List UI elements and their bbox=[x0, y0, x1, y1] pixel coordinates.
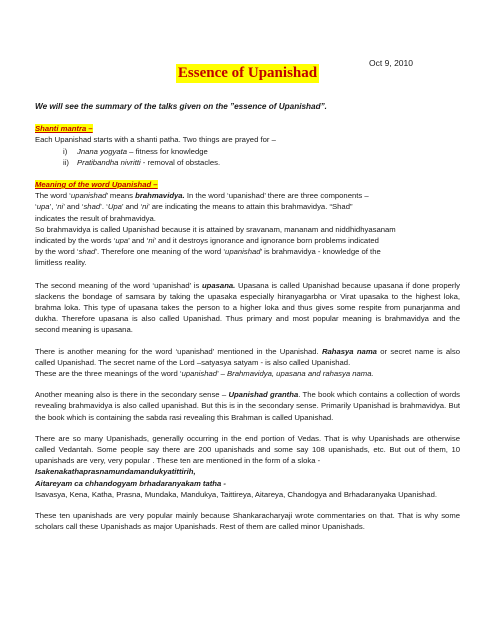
text-run: upasana. bbox=[201, 280, 236, 290]
list-number: i) bbox=[63, 146, 68, 156]
date-label: Oct 9, 2010 bbox=[369, 58, 413, 68]
text-run: ’. ‘ bbox=[100, 202, 108, 212]
second-meaning-paragraph bbox=[35, 280, 460, 336]
text-run: or secret name is also called Upanishad. The secret name of the Lord –satyasya satyam - is also called Upanishad. bbox=[35, 346, 461, 367]
meaning-paragraph-1 bbox=[35, 190, 460, 224]
text-run: by the word ‘ bbox=[35, 247, 79, 257]
text-run: upanishad bbox=[181, 369, 218, 379]
text-run: shad bbox=[83, 202, 101, 212]
meaning-heading-line bbox=[35, 179, 460, 190]
text-run: Another meaning also is there in the secondary sense – bbox=[35, 390, 229, 400]
many-upanishads-paragraph: There are so many Upanishads, generally occurring in the end portion of Vedas. That is why Upanishads are otherwise called Vedantah. Some people say there are 200 upanishads and some say 108 upanishads, etc. But out of them, 10 upanishads are very, very popular . These ten are mentioned in the form of a sloka - bbox=[35, 433, 460, 466]
list-item bbox=[63, 157, 460, 168]
upanishad-list: Isavasya, Kena, Katha, Prasna, Mundaka, Mandukya, Taittireya, Aitareya, Chandogya and Brhadaranyaka Upanishad. bbox=[35, 489, 437, 499]
text-run: ’ are indicating the means to attain this brahmavidya. “Shad” bbox=[148, 202, 353, 212]
text-run: brahmavidya. bbox=[135, 191, 185, 201]
text-run: shad bbox=[78, 247, 96, 257]
text-run: ’ – bbox=[217, 369, 228, 379]
list-text: - removal of obstacles. bbox=[140, 157, 221, 167]
another-meaning-paragraph bbox=[35, 346, 460, 368]
list-term: Jnana yogyata bbox=[77, 146, 128, 156]
shanti-list bbox=[35, 146, 460, 168]
text-run: ’ is brahmavidya - knowledge of the bbox=[260, 247, 381, 257]
text-run: indicates the result of brahmavidya. bbox=[35, 213, 156, 223]
text-run: ’. Therefore one meaning of the word ‘ bbox=[95, 247, 226, 257]
text-run: ‘ bbox=[35, 202, 37, 212]
text-run: ’, ‘ bbox=[49, 202, 58, 212]
list-number: ii) bbox=[63, 157, 69, 167]
text-run: The word ‘ bbox=[35, 191, 71, 201]
text-run: upanishad bbox=[70, 191, 107, 201]
text-run: Rahasya nama bbox=[321, 346, 377, 356]
shanti-intro: Each Upanishad starts with a shanti patha. Two things are prayed for – bbox=[35, 135, 276, 145]
text-run: indicated by the words ‘ bbox=[35, 236, 116, 246]
text-run: ’ and ‘ bbox=[128, 236, 149, 246]
text-run: The second meaning of the word ‘upanishad’ is bbox=[35, 280, 202, 290]
text-run: Isakenakathaprasnamundamandukyatittirih, bbox=[35, 467, 196, 477]
list-text: – fitness for knowledge bbox=[127, 146, 208, 156]
text-run: upanishad bbox=[225, 247, 261, 257]
text-run: ni bbox=[57, 202, 64, 212]
text-run: limitless reality. bbox=[35, 258, 87, 268]
meaning-paragraph-2 bbox=[35, 224, 460, 269]
lead-sentence: We will see the summary of the talks given on the ”essence of Upanishad”. bbox=[35, 102, 327, 111]
text-run: ni bbox=[142, 202, 149, 212]
text-run: Upanishad grantha bbox=[228, 390, 299, 400]
text-run: In the word ‘upanishad’ there are three components – bbox=[184, 191, 369, 201]
ten-upanishads-paragraph: These ten upanishads are very popular mainly because Shankaracharyaji wrote commentaries on that. That is why some scholars call these Upanishads as major Upanishads. Rest of them are called minor Upanishads. bbox=[35, 511, 460, 532]
document-body bbox=[35, 101, 460, 533]
text-run: ni bbox=[148, 236, 155, 246]
text-run: There is another meaning for the word ‘upanishad’ mentioned in the Upanishad. bbox=[35, 346, 322, 356]
text-run: . The book which contains a collection of words revealing brahmavidya is also called upanishad. But this is in the secondary sense. Primarily Upanishad is brahmavidya. But the book which is containing the sabda rasi revealing this Brahman is called Upanishad. bbox=[35, 390, 460, 422]
text-run: ’ and it destroys ignorance and ignorance born problems indicated bbox=[154, 236, 379, 246]
list-item bbox=[63, 146, 460, 157]
text-run: ’ and ‘ bbox=[121, 202, 143, 212]
text-run: So brahmavidya is called Upanishad because it is attained by sravanam, mananam and niddhidhyasanam bbox=[35, 224, 396, 234]
meaning-heading: Meaning of the word Upanishad – bbox=[35, 180, 158, 190]
title-wrap bbox=[0, 64, 495, 83]
shanti-heading-line bbox=[35, 123, 460, 134]
text-run: Brahmavidya, upasana and rahasya nama. bbox=[227, 369, 374, 379]
text-run: upa bbox=[36, 202, 50, 212]
text-run: These are the three meanings of the word ‘ bbox=[35, 369, 182, 379]
text-run: Upa bbox=[107, 202, 122, 212]
sloka-line-1 bbox=[35, 466, 460, 477]
text-run: Upasana is called Upanishad because upasana if done properly slackens the bondage of samsara by taking the upasaka especially hiranyagarbha or Virat upasaka to the highest loka, brahma loka. This type of upasana takes the person to a higher loka and thus gives some respite from punarjanma and dukha. Therefore upasana is also called Upanishad. Thus primary and most popular meaning is brahmavidya and the second meaning is upasana. bbox=[35, 280, 460, 335]
three-meanings-line bbox=[35, 368, 460, 379]
page-title: Essence of Upanishad bbox=[177, 65, 318, 81]
list-term: Pratibandha nivritti bbox=[77, 157, 141, 167]
text-run: Aitareyam ca chhandogyam brhadaranyakam tatha - bbox=[35, 478, 226, 488]
sloka-line-2 bbox=[35, 478, 460, 489]
shanti-heading: Shanti mantra – bbox=[35, 124, 93, 134]
text-run: ’ and ‘ bbox=[63, 202, 84, 212]
text-run: upa bbox=[115, 236, 129, 246]
secondary-sense-paragraph bbox=[35, 389, 460, 423]
text-run: ’ means bbox=[106, 191, 136, 201]
